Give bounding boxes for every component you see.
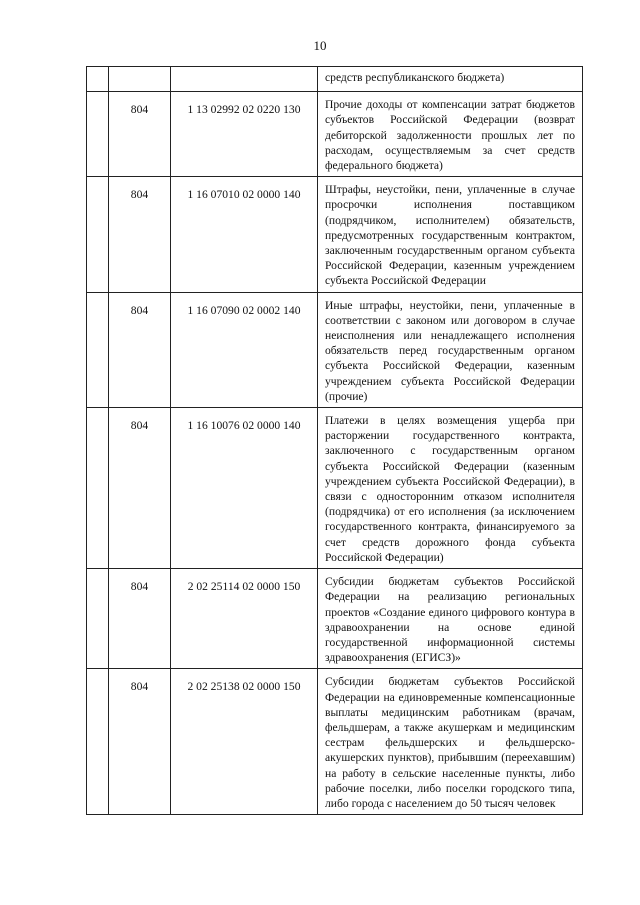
- table-cell-empty: [171, 67, 318, 92]
- admin-code: 804: [130, 419, 149, 433]
- revenue-description: Прочие доходы от компенсации затрат бюджетов субъектов Российской Федерации (возврат дебиторской задолженности прошлых лет по расходам, осуществляемым за счет средств федерального бюджета): [325, 98, 575, 173]
- table-row: [87, 669, 583, 815]
- table-cell-empty: [109, 67, 171, 92]
- admin-code: 804: [130, 103, 149, 117]
- revenue-description: Платежи в целях возмещения ущерба при расторжении государственного контракта, заключенного с государственным органом субъекта Российской Федерации (казенным учреждением субъекта Российской Федерации), в связи с односторонним отказом исполнителя (подрядчика) от его исполнения (за исключением государственного контракта, финансируемого за счет средств дорожного фонда субъекта Российской Федерации): [325, 414, 575, 564]
- revenue-description: Штрафы, неустойки, пени, уплаченные в случае просрочки исполнения поставщиком (подрядчиком, исполнителем) обязательств, предусмотренных государственным контрактом, заключенным государственным органом субъекта Российской Федерации, казенным учреждением субъекта Российской Федерации: [325, 183, 575, 288]
- table-cell-empty: [87, 408, 109, 569]
- table-row: [87, 92, 583, 177]
- table-cell-admin-code: [109, 569, 171, 669]
- revenue-code: 1 13 02992 02 0220 130: [187, 103, 301, 117]
- table-cell-revenue-code: [171, 177, 318, 292]
- admin-code: 804: [130, 303, 149, 317]
- table-cell-description: [318, 92, 583, 177]
- table-cell-empty: [87, 92, 109, 177]
- table-cell-admin-code: [109, 292, 171, 407]
- revenue-code: 2 02 25114 02 0000 150: [187, 580, 301, 594]
- table-cell-revenue-code: [171, 408, 318, 569]
- revenue-description: Иные штрафы, неустойки, пени, уплаченные в соответствии с законом или договором в случае неисполнения или ненадлежащего исполнения обязательств перед государственным органом субъекта Российской Федерации, казенным учреждением субъекта Российской Федерации (прочие): [325, 298, 575, 403]
- table-row: [87, 408, 583, 569]
- table-cell-empty: [87, 292, 109, 407]
- table-cell-admin-code: [109, 177, 171, 292]
- table-cell-revenue-code: [171, 92, 318, 177]
- page-number: 10: [313, 38, 327, 53]
- table-row: [87, 292, 583, 407]
- table-cell-description: [318, 408, 583, 569]
- table-cell-revenue-code: [171, 669, 318, 815]
- table-cell-revenue-code: [171, 292, 318, 407]
- table-cell-description: [318, 569, 583, 669]
- table-cell-description: [318, 67, 583, 92]
- table-cell-revenue-code: [171, 569, 318, 669]
- admin-code: 804: [130, 188, 149, 202]
- table-cell-description: [318, 669, 583, 815]
- revenue-code: 1 16 07090 02 0002 140: [187, 303, 301, 317]
- table-cell-admin-code: [109, 408, 171, 569]
- table-cell-empty: [87, 67, 109, 92]
- revenue-code: 1 16 07010 02 0000 140: [187, 188, 301, 202]
- table-cell-empty: [87, 177, 109, 292]
- table-cell-empty: [87, 569, 109, 669]
- table-cell-empty: [87, 669, 109, 815]
- table-cell-description: [318, 292, 583, 407]
- admin-code: 804: [130, 580, 149, 594]
- table-row: [87, 569, 583, 669]
- revenue-code: 1 16 10076 02 0000 140: [187, 419, 301, 433]
- table-cell-admin-code: [109, 669, 171, 815]
- continuation-text: средств республиканского бюджета): [325, 71, 505, 84]
- table-row: [87, 177, 583, 292]
- revenue-codes-table: [86, 66, 583, 815]
- revenue-code: 2 02 25138 02 0000 150: [187, 680, 301, 694]
- table-cell-admin-code: [109, 92, 171, 177]
- admin-code: 804: [130, 680, 149, 694]
- table-row: [87, 67, 583, 92]
- table-cell-description: [318, 177, 583, 292]
- revenue-description: Субсидии бюджетам субъектов Российской Федерации на единовременные компенсационные выплаты медицинским работникам (врачам, фельдшерам, а также акушеркам и медицинским сестрам фельдшерских и фельдшерско-акушерских пунктов), прибывшим (переехавшим) на работу в сельские населенные пункты, либо рабочие поселки, либо поселки городского типа, либо города с населением до 50 тысяч человек: [325, 675, 575, 810]
- revenue-description: Субсидии бюджетам субъектов Российской Федерации на реализацию региональных проектов «Создание единого цифрового контура в здравоохранении на основе единой государственной информационной системы здравоохранения (ЕГИСЗ)»: [325, 575, 575, 665]
